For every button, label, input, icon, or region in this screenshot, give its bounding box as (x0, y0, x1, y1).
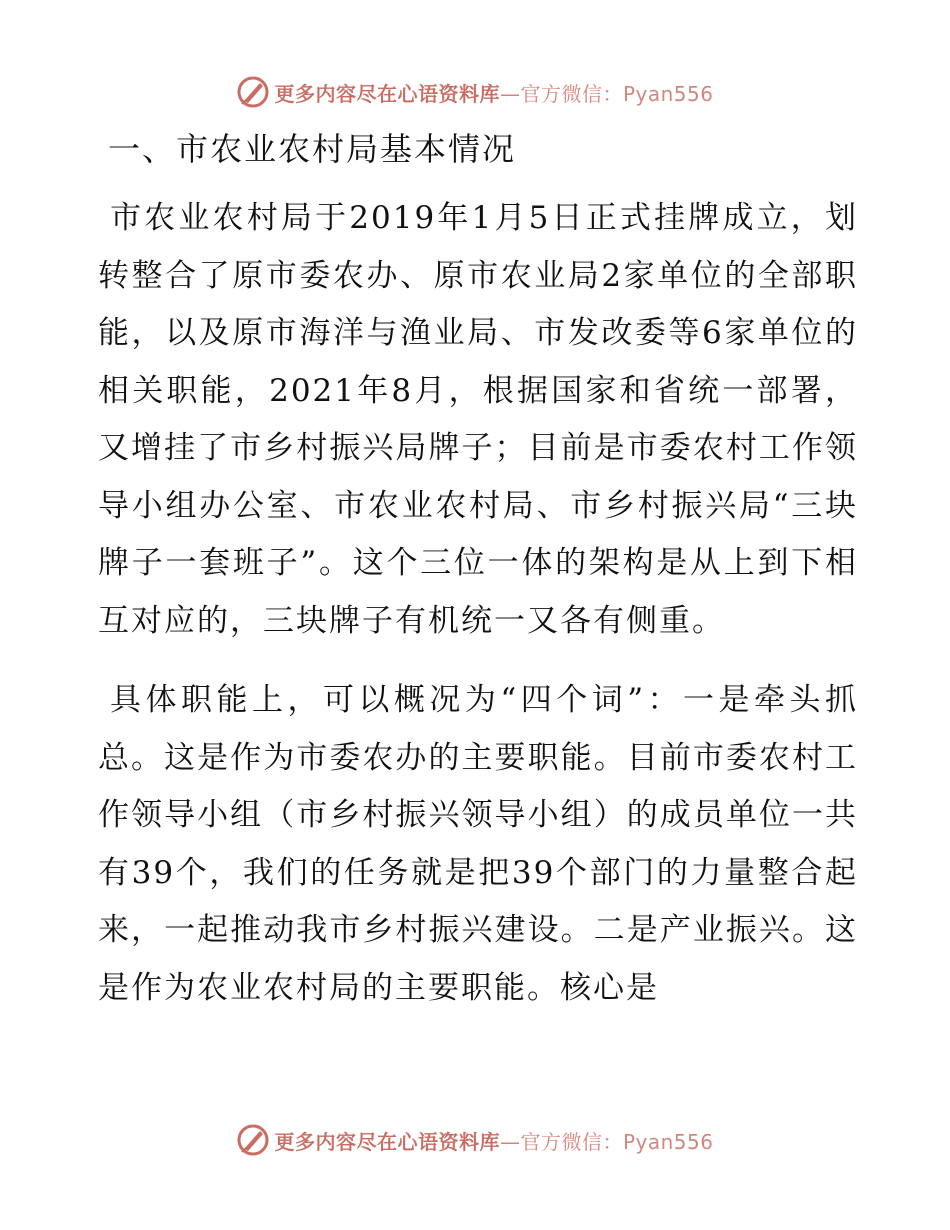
watermark-header (0, 70, 950, 114)
watermark-main: 更多内容尽在心语资料库 (274, 1129, 500, 1154)
watermark-sub: —官方微信：Pyan556 (499, 1129, 714, 1154)
watermark-text (274, 78, 713, 107)
watermark-sub: —官方微信：Pyan556 (499, 81, 714, 106)
paragraph-functions: 具体职能上，可以概况为“四个词”：一是牵头抓总。这是作为市委农办的主要职能。目前市委农村工作领导小组（市乡村振兴领导小组）的成员单位一共有39个，我们的任务就是把39个部门的力量整合起来，一起推动我市乡村振兴建设。二是产业振兴。这是作为农业农村局的主要职能。核心是 (98, 682, 858, 1006)
document-body (98, 126, 858, 1039)
quill-logo-icon (236, 75, 270, 109)
watermark-footer (0, 1118, 950, 1162)
paragraph-overview: 市农业农村局于2019年1月5日正式挂牌成立，划转整合了原市委农办、原市农业局2家单位的全部职能，以及原市海洋与渔业局、市发改委等6家单位的相关职能，2021年8月，根据国家和省统一部署，又增挂了市乡村振兴局牌子；目前是市委农村工作领导小组办公室、市农业农村局、市乡村振兴局“三块牌子一套班子”。这个三位一体的架构是从上到下相互对应的，三块牌子有机统一又各有侧重。 (98, 200, 858, 639)
watermark-main: 更多内容尽在心语资料库 (274, 81, 500, 106)
section-heading: 一、市农业农村局基本情况 (108, 130, 517, 168)
quill-logo-icon (236, 1123, 270, 1157)
watermark-text (274, 1126, 713, 1155)
